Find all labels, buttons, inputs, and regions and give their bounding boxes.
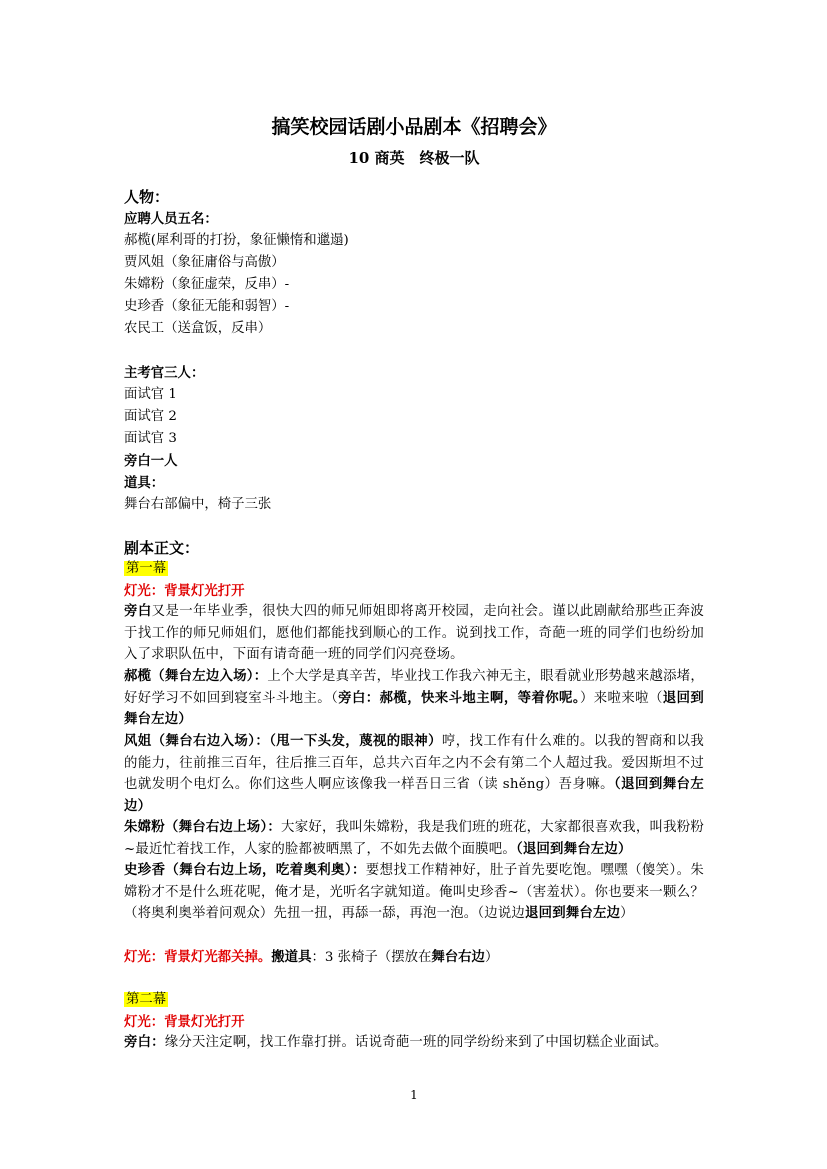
light-cue: 灯光：背景灯光都关掉。 <box>124 949 272 965</box>
dialogue-text: ）来啦来啦（ <box>579 690 663 706</box>
dialogue-text: 缘分天注定啊，找工作靠打拼。话说奇葩一班的同学纷纷来到了中国切糕企业面试。 <box>164 1035 668 1050</box>
speaker-label: 风姐（舞台右边入场）： <box>124 733 270 749</box>
props-text: 舞台右部偏中，椅子三张 <box>124 497 272 512</box>
dialogue-text: 哼，找工作有什么难的。以我的智商和以我的能力，往前推三百年，往后推三百年，总共六百年之内不会有第二个人超过我。爱因斯坦不过也就发明个电灯么。你们这些人啊应该像我一样吾日三省（读 shěng）吾身嘛。 <box>124 734 704 793</box>
props-place: 舞台右边 <box>431 949 485 965</box>
page-number: 1 <box>410 1088 418 1102</box>
applicant-item: 史珍香（象征无能和弱智）- <box>124 299 290 314</box>
examiners-heading: 主考官三人： <box>124 365 205 381</box>
dialogue-text: 又是一年毕业季，很快大四的师兄师姐即将离开校园，走向社会。谨以此剧献给那些正奔波于找工作的师兄师姐们，愿他们都能找到顺心的工作。说到找工作，奇葩一班的同学们也纷纷加入了求职队伍中，下面有请奇葩一班的同学们闪亮登场。 <box>124 604 705 663</box>
dialogue-text: ） <box>620 906 634 922</box>
stage-direction: 退回到舞台左边 <box>124 689 704 728</box>
dialogue-text: 要想找工作精神好，肚子首先要吃饱。嘿嘿（傻笑）。朱嫦粉才不是什么班花呢，俺才是，光听名字就知道。俺叫史珍香~（害羞状）。你也要来一颗么？（将奥利奥举着问观众）先扭一扭，再舔一舔，再泡一泡。（边说边 <box>124 863 704 922</box>
props-text: ：3 张椅子（摆放在 <box>311 950 432 965</box>
dialogue-text: 上个大学是真辛苦，毕业找工作我六神无主，眼看就业形势越来越添堵，好好学习不如回到寝室斗斗地主。（ <box>124 669 704 706</box>
examiner-item: 面试官 1 <box>124 387 177 402</box>
speaker-label: 旁白 <box>124 603 152 619</box>
act-1-paragraph <box>124 731 704 817</box>
stage-direction: 退回到舞台左边 <box>525 905 621 922</box>
speaker-label: 朱嫦粉（舞台右边上场）： <box>124 819 282 835</box>
props-heading: 道具： <box>124 475 165 491</box>
stage-direction: （甩一下头发，蔑视的眼神） <box>269 733 442 749</box>
act-1-end <box>124 946 704 969</box>
applicants-heading: 应聘人员五名： <box>124 211 218 227</box>
act-2-label: 第二幕 <box>126 992 167 1007</box>
script-heading: 剧本正文： <box>124 539 200 557</box>
applicant-item: 郝榄(犀利哥的打扮，象征懒惰和邋遢) <box>124 233 349 248</box>
characters-heading: 人物： <box>124 188 170 206</box>
speaker-label: 郝榄（舞台左边入场）： <box>124 668 268 684</box>
props-cue: 搬道具 <box>271 949 312 965</box>
examiner-item: 面试官 2 <box>124 409 177 424</box>
act-2-light: 灯光：背景灯光打开 <box>124 1014 245 1030</box>
act-1-paragraph <box>124 860 704 925</box>
act-2-paragraph <box>124 1032 704 1054</box>
speaker-label: 旁白： <box>124 1034 165 1050</box>
dialogue-text: ） <box>178 711 192 728</box>
narrator-label: 旁白一人 <box>124 453 178 469</box>
stage-direction: 旁白：郝榄，快来斗地主啊，等着你呢。 <box>338 689 580 706</box>
act-1-paragraph <box>124 601 704 666</box>
act-1-paragraph <box>124 666 704 731</box>
stage-direction: （退回到舞台左边） <box>124 776 704 814</box>
props-text: ） <box>484 950 499 965</box>
act-1-light: 灯光：背景灯光打开 <box>124 583 245 599</box>
examiner-item: 面试官 3 <box>124 431 177 446</box>
act-1-paragraph <box>124 817 704 860</box>
document-subtitle: 10 商英 终极一队 <box>348 149 480 167</box>
stage-direction: （退回到舞台左边） <box>515 840 632 857</box>
document-title: 搞笑校园话剧小品剧本《招聘会》 <box>271 116 557 138</box>
dialogue-text: 大家好，我叫朱嫦粉，我是我们班的班花，大家都很喜欢我，叫我粉粉~最近忙着找工作，人家的脸都被晒黑了，不如先去做个面膜吧。 <box>124 820 704 857</box>
speaker-label: 史珍香（舞台右边上场，吃着奥利奥）： <box>124 862 366 878</box>
applicant-item: 朱嫦粉（象征虚荣，反串）- <box>124 277 290 292</box>
act-1-label: 第一幕 <box>126 561 167 576</box>
applicant-item: 贾风姐（象征庸俗与高傲） <box>124 255 285 270</box>
applicant-item: 农民工（送盒饭，反串） <box>124 321 272 336</box>
